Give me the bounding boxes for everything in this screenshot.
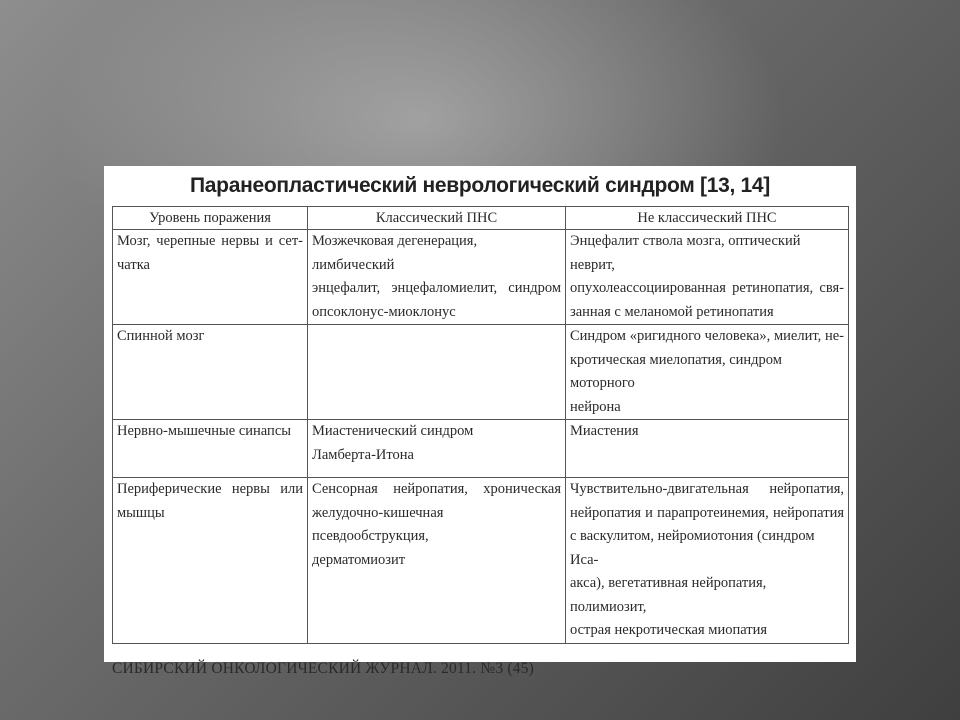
cell-classic	[308, 420, 566, 478]
cell-text: острая некротическая миопатия	[570, 622, 768, 639]
cell-text: кротическая миелопатия, синдром моторного	[570, 351, 782, 392]
cell-text: чатка	[117, 256, 150, 273]
cell-text: Мозжечковая дегенерация, лимбический	[312, 233, 478, 273]
cell-text: Синдром «ригидного человека», миелит, не-	[570, 328, 844, 345]
cell-classic	[308, 325, 566, 420]
syndrome-table	[112, 206, 849, 644]
cell-text: Ламберта-Итона	[312, 446, 414, 463]
cell-text: Нервно-мышечные синапсы	[117, 423, 291, 440]
cell-text: нейропатия и парапротеинемия, нейропатия	[570, 504, 844, 521]
table-row	[113, 230, 849, 325]
cell-text: Периферические нервы или	[117, 481, 303, 498]
cell-classic	[308, 478, 566, 643]
cell-text: дерматомиозит	[312, 551, 406, 568]
cell-text: Энцефалит ствола мозга, оптический неврит,	[570, 233, 801, 273]
table-header-row	[113, 207, 849, 230]
cell-level	[113, 478, 308, 643]
cell-text: энцефалит, энцефаломиелит, синдром	[312, 280, 561, 297]
header-nonclassic: Не классический ПНС	[566, 207, 849, 230]
cell-nonclassic	[566, 478, 849, 643]
cell-text: занная с меланомой ретинопатия	[570, 303, 774, 320]
cell-level	[113, 325, 308, 420]
cell-nonclassic	[566, 325, 849, 420]
cell-text: опухолеассоциированная ретинопатия, свя-	[570, 280, 844, 297]
table-row	[113, 478, 849, 643]
cell-text: Сенсорная нейропатия, хроническая	[312, 481, 561, 498]
document-image	[104, 166, 856, 677]
cell-text: Миастенический синдром	[312, 423, 474, 440]
cell-text: Миастения	[570, 423, 639, 440]
cell-text: желудочно-кишечная псевдообструкция,	[312, 504, 444, 545]
header-level: Уровень поражения	[113, 207, 308, 230]
cell-nonclassic	[566, 420, 849, 478]
cell-text: Мозг, черепные нервы и сет-	[117, 233, 303, 250]
cell-text: нейрона	[570, 398, 621, 415]
cell-nonclassic	[566, 230, 849, 325]
cell-level	[113, 420, 308, 478]
header-classic: Классический ПНС	[308, 207, 566, 230]
cell-text: Чувствительно-двигательная нейропатия,	[570, 481, 844, 498]
cell-classic	[308, 230, 566, 325]
cell-text: мышцы	[117, 504, 165, 521]
table-title: Паранеопластический неврологический синдром [13, 14]	[190, 174, 770, 197]
table-row	[113, 325, 849, 420]
cell-text: опсоклонус-миоклонус	[312, 303, 456, 320]
cell-text: Спинной мозг	[117, 328, 205, 345]
cell-level	[113, 230, 308, 325]
cell-text: с васкулитом, нейромиотония (синдром Иса-	[570, 528, 815, 568]
cell-text: акса), вегетативная нейропатия, полимиозит,	[570, 575, 767, 615]
journal-citation: СИБИРСКИЙ ОНКОЛОГИЧЕСКИЙ ЖУРНАЛ. 2011. №3 (45)	[112, 659, 535, 677]
table-row	[113, 420, 849, 478]
